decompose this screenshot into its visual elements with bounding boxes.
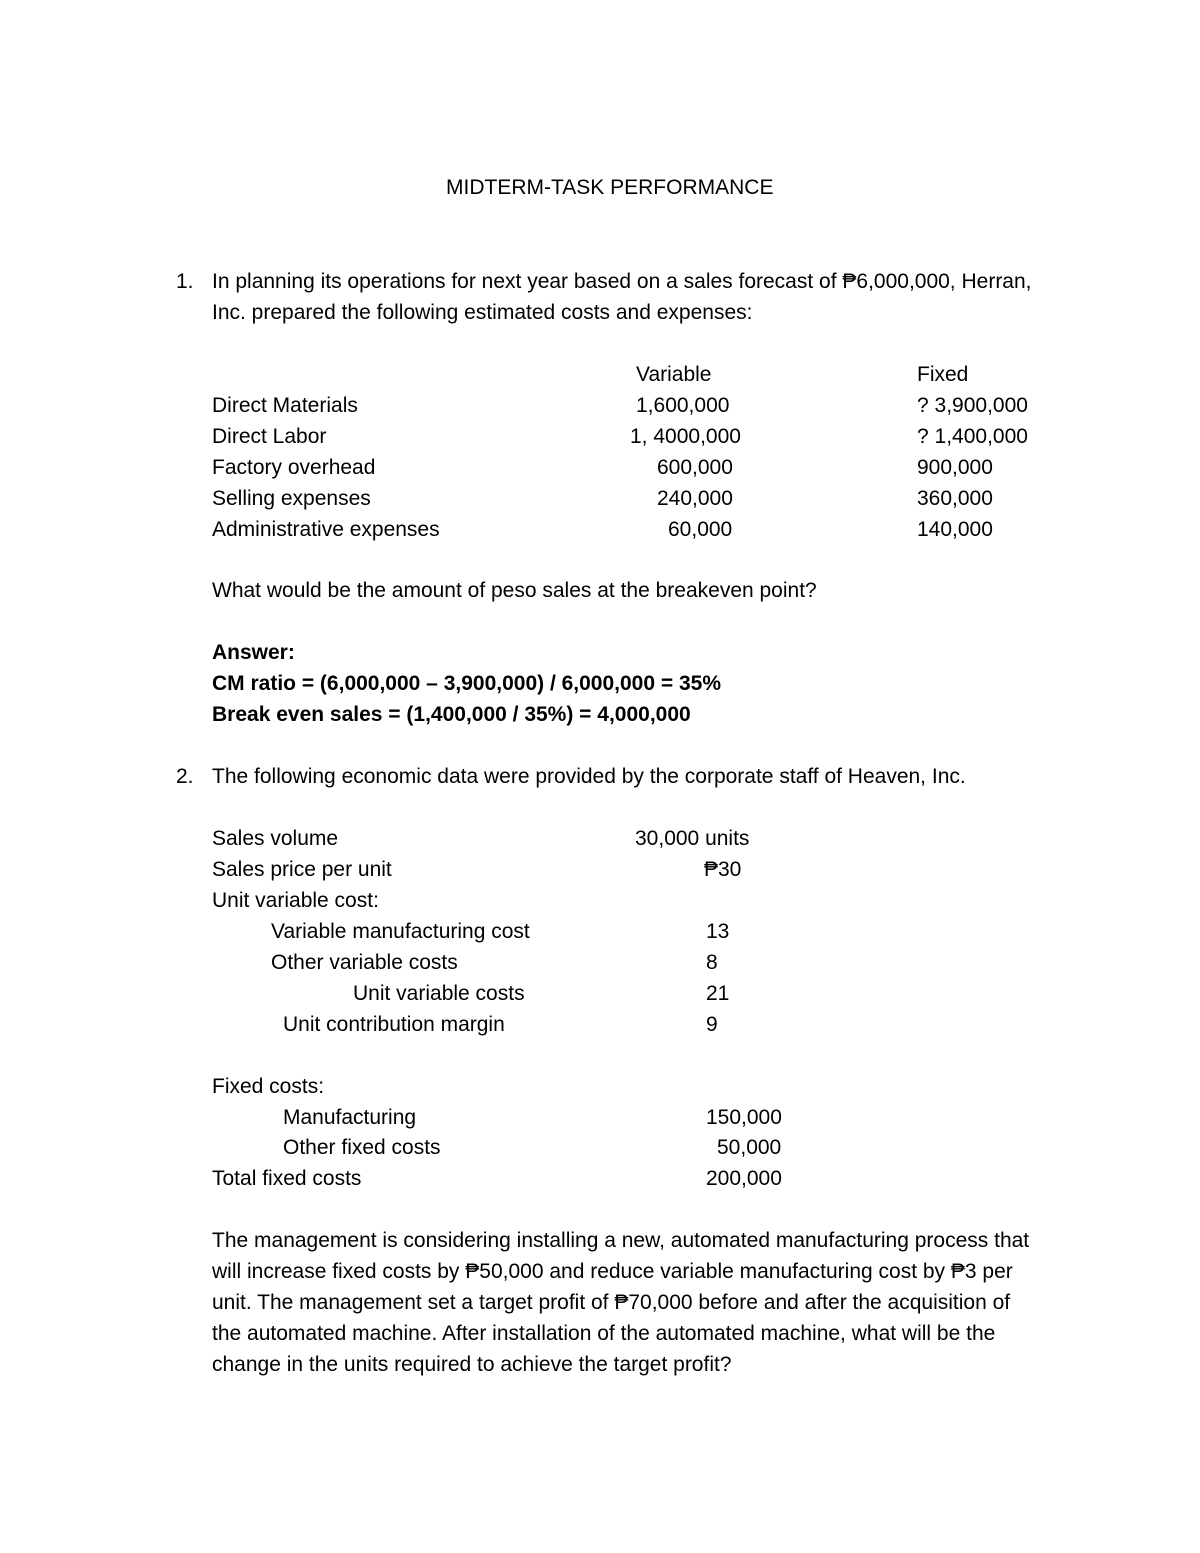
cost-row-label: Direct Labor (212, 425, 327, 448)
answer-breakeven-sales: Break even sales = (1,400,000 / 35%) = 4,000,000 (212, 703, 691, 726)
answer-cm-ratio: CM ratio = (6,000,000 – 3,900,000) / 6,000,000 = 35% (212, 672, 722, 695)
cost-row-fixed: 360,000 (917, 487, 993, 510)
other-variable-costs-value: 8 (706, 951, 718, 974)
question-1-number: 1. (176, 270, 194, 293)
cost-row-fixed: ? 1,400,000 (917, 425, 1028, 448)
question-2-intro: The following economic data were provided by the corporate staff of Heaven, Inc. (212, 765, 966, 788)
cost-row-fixed: 900,000 (917, 456, 993, 479)
answer-label: Answer: (212, 641, 295, 664)
column-header-variable: Variable (636, 363, 712, 386)
cost-row-label: Direct Materials (212, 394, 358, 417)
sales-volume-label: Sales volume (212, 827, 339, 850)
unit-contribution-margin-value: 9 (706, 1013, 718, 1036)
sales-volume-value: 30,000 units (635, 827, 750, 850)
manufacturing-fixed-value: 150,000 (706, 1106, 782, 1129)
cost-row-label: Administrative expenses (212, 518, 440, 541)
question-1-text-line-1: In planning its operations for next year based on a sales forecast of ₱6,000,000, Herran, (212, 270, 1032, 293)
cost-row-variable: 600,000 (657, 456, 733, 479)
total-fixed-costs-label: Total fixed costs (212, 1167, 362, 1190)
cost-row-fixed: ? 3,900,000 (917, 394, 1028, 417)
page-title: MIDTERM-TASK PERFORMANCE (446, 176, 774, 199)
question-1-text-line-2: Inc. prepared the following estimated costs and expenses: (212, 301, 753, 324)
column-header-fixed: Fixed (917, 363, 969, 386)
sales-price-label: Sales price per unit (212, 858, 392, 881)
question-2-paragraph-line: The management is considering installing a new, automated manufacturing process that (212, 1229, 1030, 1252)
cost-row-variable: 60,000 (668, 518, 733, 541)
cost-row-fixed: 140,000 (917, 518, 993, 541)
manufacturing-fixed-label: Manufacturing (283, 1106, 417, 1129)
unit-variable-cost-header: Unit variable cost: (212, 889, 379, 912)
question-2-paragraph-line: the automated machine. After installation of the automated machine, what will be the (212, 1322, 996, 1345)
other-fixed-costs-value: 50,000 (717, 1136, 782, 1159)
sales-price-value: ₱30 (704, 858, 742, 881)
unit-variable-costs-value: 21 (706, 982, 730, 1005)
cost-row-variable: 1,600,000 (636, 394, 730, 417)
total-fixed-costs-value: 200,000 (706, 1167, 782, 1190)
cost-row-variable: 1, 4000,000 (630, 425, 741, 448)
question-2-paragraph-line: unit. The management set a target profit of ₱70,000 before and after the acquisition of (212, 1291, 1011, 1314)
question-2-paragraph-line: will increase fixed costs by ₱50,000 and reduce variable manufacturing cost by ₱3 per (212, 1260, 1013, 1283)
cost-row-label: Selling expenses (212, 487, 371, 510)
other-variable-costs-label: Other variable costs (271, 951, 458, 974)
question-2-paragraph-line: change in the units required to achieve the target profit? (212, 1353, 732, 1376)
variable-manufacturing-cost-value: 13 (706, 920, 730, 943)
cost-row-label: Factory overhead (212, 456, 376, 479)
question-1-prompt: What would be the amount of peso sales at the breakeven point? (212, 579, 817, 602)
unit-variable-costs-label: Unit variable costs (353, 982, 525, 1005)
question-2-number: 2. (176, 765, 194, 788)
fixed-costs-header: Fixed costs: (212, 1075, 325, 1098)
unit-contribution-margin-label: Unit contribution margin (283, 1013, 505, 1036)
variable-manufacturing-cost-label: Variable manufacturing cost (271, 920, 530, 943)
other-fixed-costs-label: Other fixed costs (283, 1136, 441, 1159)
cost-row-variable: 240,000 (657, 487, 733, 510)
